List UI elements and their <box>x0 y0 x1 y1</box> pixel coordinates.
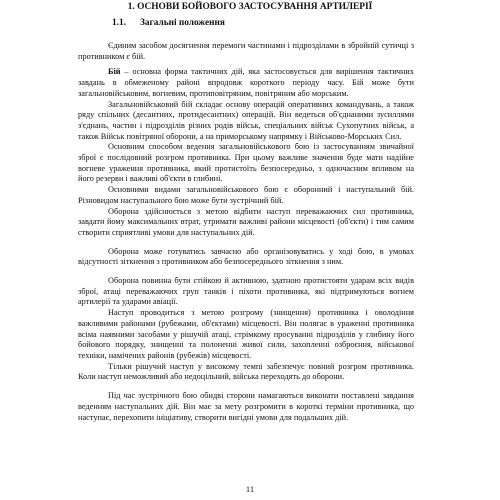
paragraph-text: Єдиним засобом досягнення перемоги частинами і підрозділами в збройній сутичці з противником є бій. <box>78 41 414 61</box>
body-text <box>78 41 414 423</box>
paragraph <box>78 247 414 268</box>
paragraph <box>78 185 414 206</box>
paragraph <box>78 391 414 423</box>
paragraph <box>78 276 414 308</box>
paragraph-text: Основним способом ведення загальновійськового бою із застосуванням звичайної зброї є послідовний розгром противника. При цьому важливе значення буде мати надійне вогневе ураження противника, який протистоїть безпосередньо, з одночасним впливом на його резерви і важливі об'єкти в глибині. <box>78 142 414 184</box>
paragraph <box>78 207 414 239</box>
paragraph-text: Наступ проводиться з метою розгрому (знищення) противника і оволодіння важливими районами (рубежами, об'єктами) місцевості. Він полягає в ураженні противника всіма наявними засобами у рішучій атаці, стрімкому просуванні підрозділів у глибину його бойового порядку, знищенні та полоненні живої сили, захопленні озброєння, військової техніки, намічених районів (рубежів) місцевості. <box>78 308 414 360</box>
section-number: 1.1. <box>112 18 126 28</box>
chapter-title: 1. ОСНОВИ БОЙОВОГО ЗАСТОСУВАННЯ АРТИЛЕРІЇ <box>127 2 373 12</box>
paragraph-text: – основна форма тактичних дій, яка застосовується для вирішення тактичних завдань в обмеженому районі впродовж короткого періоду часу. Бій може бути загальновійськовим, вогневим, протиповітряним, повітряним або морським. <box>78 67 414 98</box>
term-bold: Бій <box>108 67 121 77</box>
page-number: 11 <box>245 484 255 494</box>
paragraph-text: Тільки рішучий наступ у високому темпі забезпечує повний розгром противника. Коли наступ неможливий або недоцільний, військa переходять до оборони. <box>78 361 414 382</box>
paragraph-text: Оборона повинна бути стійкою й активною, здатною протистояти ударам всіх видів зброї, атаці переважаючих груп танків і піхоти противника, які підтримуються вогнем артилерії та ударами авіації. <box>78 276 414 307</box>
paragraph <box>78 362 414 383</box>
paragraph-text: Оборона здійснюється з метою відбити наступ переважаючих сил противника, завдати йому максимальних втрат, утримати важливі райони місцевості (об'єкти) і тим самим створити сприятливі умови для наступальних дій. <box>78 206 414 237</box>
paragraph <box>78 67 414 99</box>
paragraph-text: Загальновійськовий бій складає основу операцій оперативних командувань, а також ряду спільних (десантних, протидесантних) операцій. Він ведеться об'єднаними зусиллями з'єднань, частин і підрозділів різних родів військ, спеціальних військ Сухопутних військ, а також Військ повітряної оборони, а на приморському напрямку і Військово-Морських Сил. <box>78 99 414 141</box>
paragraph <box>78 142 414 185</box>
section-title: Загальні положення <box>140 18 225 28</box>
paragraph <box>78 100 414 143</box>
paragraph-text: Оборона може готуватись завчасно або організовуватись у ході бою, в умовах відсутності зіткнення з противником або безпосереднього зіткнення з ним. <box>78 246 414 267</box>
paragraph <box>78 41 414 62</box>
paragraph-text: Під час зустрічного бою обидві сторони намагаються виконати поставлені завдання веденням наступальних дій. Він має за мету розгромити в короткі терміни противника, що наступає, перехопити ініціативу, створити вигідні умови для подальших дій. <box>78 391 414 422</box>
paragraph-text: Основними видами загальновійськового бою є оборонний і наступальний бій. Різновидом наступального бою може бути зустрічний бій. <box>78 185 414 205</box>
section-heading <box>112 18 225 29</box>
paragraph <box>78 308 414 362</box>
